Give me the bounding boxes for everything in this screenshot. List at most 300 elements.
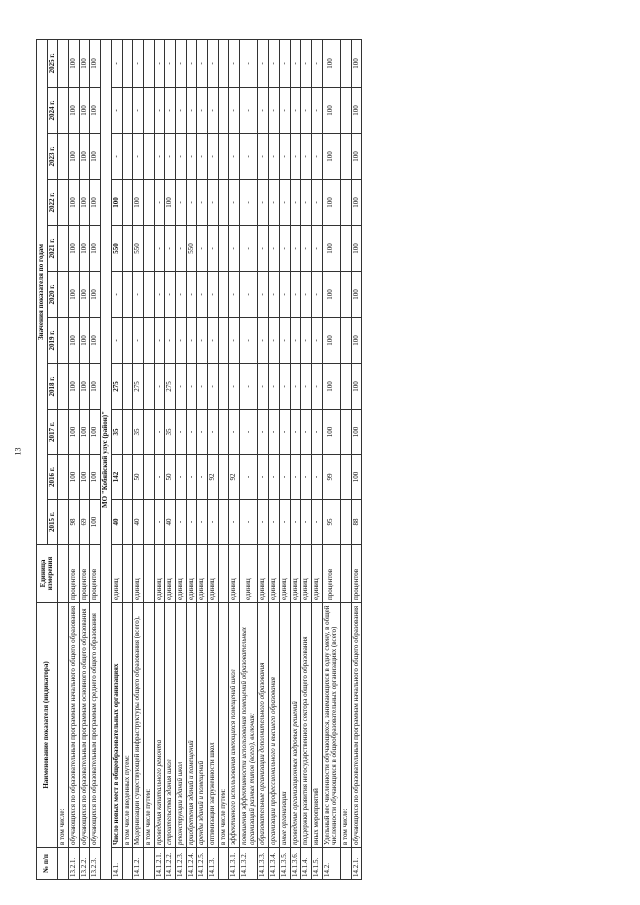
row-value: 100: [90, 88, 101, 134]
row-value: -: [311, 318, 322, 364]
row-value: -: [301, 364, 312, 410]
row-value: [58, 364, 69, 410]
row-code: [340, 848, 351, 880]
table-row: [269, 39, 280, 879]
row-code: 14.1.2.5.: [197, 848, 208, 880]
row-value: 100: [69, 134, 80, 180]
row-value: [218, 134, 229, 180]
row-name: поддержки развития негосударственного сектора общего образования: [301, 603, 312, 848]
row-value: -: [208, 410, 219, 455]
row-name: в том числе путем:: [218, 603, 229, 848]
row-value: [143, 364, 154, 410]
header-num: № п/п: [37, 848, 58, 880]
row-value: 550: [133, 226, 144, 272]
row-unit: [122, 545, 133, 603]
header-values: Значения показателя по годам: [37, 39, 48, 544]
row-value: -: [279, 455, 290, 500]
row-value: [143, 226, 154, 272]
table-row: [197, 39, 208, 879]
row-value: 100: [322, 272, 340, 318]
row-value: -: [301, 500, 312, 545]
header-year: 2017 г.: [47, 410, 58, 455]
row-value: -: [197, 318, 208, 364]
table-row: [69, 39, 80, 879]
row-value: -: [290, 272, 301, 318]
row-value: -: [197, 134, 208, 180]
row-value: 40: [111, 500, 122, 545]
row-value: [58, 88, 69, 134]
row-value: 100: [351, 410, 362, 455]
row-value: -: [186, 318, 197, 364]
row-value: -: [208, 500, 219, 545]
row-value: -: [301, 88, 312, 134]
row-value: -: [311, 410, 322, 455]
row-value: -: [279, 88, 290, 134]
row-unit: единиц: [258, 545, 269, 603]
table-row: [165, 39, 176, 879]
row-value: -: [175, 272, 186, 318]
row-value: -: [240, 134, 258, 180]
row-value: -: [111, 39, 122, 87]
row-value: [218, 272, 229, 318]
row-value: [58, 318, 69, 364]
row-value: -: [311, 364, 322, 410]
row-value: -: [240, 410, 258, 455]
row-value: [122, 364, 133, 410]
row-value: -: [301, 180, 312, 226]
row-value: -: [154, 455, 165, 500]
row-value: [218, 410, 229, 455]
row-unit: единиц: [154, 545, 165, 603]
row-value: -: [154, 364, 165, 410]
row-value: 100: [351, 226, 362, 272]
row-value: 100: [79, 88, 90, 134]
row-unit: процентов: [69, 545, 80, 603]
row-value: -: [269, 134, 280, 180]
row-value: -: [175, 455, 186, 500]
row-value: -: [165, 134, 176, 180]
row-value: -: [229, 226, 240, 272]
header-year: 2018 г.: [47, 364, 58, 410]
row-value: [122, 39, 133, 87]
row-value: -: [258, 318, 269, 364]
row-value: -: [208, 180, 219, 226]
page-number: 13: [13, 447, 23, 456]
row-value: 100: [90, 318, 101, 364]
row-value: -: [154, 180, 165, 226]
row-value: 100: [322, 88, 340, 134]
row-name: Число новых мест в общеобразовательных организациях: [111, 603, 122, 848]
row-value: 100: [351, 88, 362, 134]
row-code: 14.1.3.6.: [290, 848, 301, 880]
row-value: -: [186, 455, 197, 500]
row-value: -: [290, 226, 301, 272]
row-value: -: [229, 134, 240, 180]
row-value: -: [197, 39, 208, 87]
section-title: МО "Кобяйский улус (район)": [101, 39, 112, 879]
row-value: -: [258, 226, 269, 272]
row-code: 14.1.3.4.: [269, 848, 280, 880]
row-value: -: [175, 134, 186, 180]
row-value: -: [165, 39, 176, 87]
row-value: -: [133, 272, 144, 318]
row-unit: единиц: [279, 545, 290, 603]
row-code: 14.1.3.5.: [279, 848, 290, 880]
row-name: приобретения зданий и помещений: [186, 603, 197, 848]
row-value: -: [175, 364, 186, 410]
row-unit: единиц: [290, 545, 301, 603]
row-value: [58, 455, 69, 500]
row-value: [143, 39, 154, 87]
row-value: -: [197, 364, 208, 410]
row-code: 13.2.2.: [79, 848, 90, 880]
row-value: 100: [90, 134, 101, 180]
row-value: 100: [165, 180, 176, 226]
table-row: [258, 39, 269, 879]
row-value: [58, 410, 69, 455]
row-value: [143, 134, 154, 180]
row-value: 100: [69, 88, 80, 134]
row-code: 14.1.2.1.: [154, 848, 165, 880]
row-value: -: [311, 180, 322, 226]
row-value: 50: [165, 455, 176, 500]
row-value: -: [197, 272, 208, 318]
row-value: -: [258, 88, 269, 134]
row-unit: единиц: [175, 545, 186, 603]
header-year: 2023 г.: [47, 134, 58, 180]
row-value: [340, 134, 351, 180]
row-value: -: [311, 88, 322, 134]
table-row: [111, 39, 122, 879]
row-value: [340, 180, 351, 226]
row-name: в том числе путем:: [143, 603, 154, 848]
row-value: -: [197, 180, 208, 226]
header-year: 2020 г.: [47, 272, 58, 318]
row-value: 100: [351, 318, 362, 364]
row-code: 13.2.1.: [69, 848, 80, 880]
row-code: 14.1.: [111, 848, 122, 880]
table-row: [290, 39, 301, 879]
row-value: -: [290, 39, 301, 87]
row-name: повышения эффективности использования помещений образовательных организаций разных типов (всего), включая:: [240, 603, 258, 848]
row-value: -: [208, 88, 219, 134]
row-unit: единиц: [301, 545, 312, 603]
row-value: -: [186, 364, 197, 410]
row-value: -: [258, 180, 269, 226]
row-value: -: [229, 180, 240, 226]
row-value: 92: [229, 455, 240, 500]
row-value: -: [165, 272, 176, 318]
row-value: [340, 39, 351, 87]
row-value: 100: [351, 134, 362, 180]
row-value: -: [258, 364, 269, 410]
row-value: -: [311, 455, 322, 500]
row-value: -: [301, 272, 312, 318]
row-name: в том числе введенных путем:: [122, 603, 133, 848]
row-value: 100: [322, 180, 340, 226]
row-value: -: [133, 134, 144, 180]
row-code: [122, 848, 133, 880]
row-value: -: [111, 134, 122, 180]
row-value: [122, 500, 133, 545]
row-name: Удельный вес численности обучающихся, занимающихся в одну смену, в общей численности обучающихся в общеобразовательных организациях (всего): [322, 603, 340, 848]
row-value: -: [229, 364, 240, 410]
row-unit: единиц: [165, 545, 176, 603]
row-value: 100: [322, 410, 340, 455]
row-value: -: [240, 318, 258, 364]
row-value: -: [240, 226, 258, 272]
row-value: -: [229, 39, 240, 87]
row-value: -: [154, 88, 165, 134]
row-value: 100: [322, 318, 340, 364]
row-value: 35: [165, 410, 176, 455]
row-name: в том числе:: [58, 603, 69, 848]
row-value: -: [229, 500, 240, 545]
row-value: 100: [111, 180, 122, 226]
row-value: -: [311, 39, 322, 87]
row-value: [340, 364, 351, 410]
row-value: -: [154, 39, 165, 87]
row-value: -: [258, 500, 269, 545]
row-value: 40: [133, 500, 144, 545]
row-value: [143, 272, 154, 318]
row-value: 100: [69, 39, 80, 87]
row-value: -: [133, 39, 144, 87]
row-value: 100: [322, 39, 340, 87]
row-name: оптимизации загруженности школ: [208, 603, 219, 848]
row-value: -: [208, 226, 219, 272]
row-code: 14.1.3.3.: [258, 848, 269, 880]
row-value: [143, 500, 154, 545]
row-unit: единиц: [240, 545, 258, 603]
table-row: [340, 39, 351, 879]
row-value: -: [290, 500, 301, 545]
row-value: 100: [351, 364, 362, 410]
row-value: -: [311, 226, 322, 272]
row-value: -: [258, 410, 269, 455]
table-row: [301, 39, 312, 879]
header-year: 2016 г.: [47, 455, 58, 500]
row-code: 14.1.4.: [301, 848, 312, 880]
row-value: [122, 318, 133, 364]
row-value: -: [290, 318, 301, 364]
row-value: -: [197, 500, 208, 545]
row-value: -: [279, 410, 290, 455]
row-name: проведение организационных кадровых решений: [290, 603, 301, 848]
row-value: -: [133, 318, 144, 364]
row-unit: процентов: [322, 545, 340, 603]
table-row: [218, 39, 229, 879]
row-value: -: [186, 410, 197, 455]
row-value: -: [269, 455, 280, 500]
row-value: -: [154, 410, 165, 455]
row-value: [143, 88, 154, 134]
row-value: [218, 500, 229, 545]
row-value: -: [154, 318, 165, 364]
row-value: -: [269, 500, 280, 545]
row-value: -: [197, 455, 208, 500]
row-value: -: [165, 226, 176, 272]
row-value: -: [208, 272, 219, 318]
row-code: 14.1.2.: [133, 848, 144, 880]
row-value: -: [240, 500, 258, 545]
row-value: -: [175, 500, 186, 545]
row-unit: единиц: [133, 545, 144, 603]
row-value: -: [133, 88, 144, 134]
row-code: 14.2.1.: [351, 848, 362, 880]
row-value: -: [269, 180, 280, 226]
row-value: [340, 226, 351, 272]
row-value: -: [290, 455, 301, 500]
row-value: [218, 88, 229, 134]
table-row: [279, 39, 290, 879]
row-value: 100: [90, 364, 101, 410]
row-value: [340, 500, 351, 545]
row-value: -: [301, 134, 312, 180]
row-value: -: [269, 364, 280, 410]
row-value: -: [311, 500, 322, 545]
row-value: 100: [90, 272, 101, 318]
row-value: -: [290, 410, 301, 455]
row-value: 100: [69, 180, 80, 226]
row-value: -: [311, 134, 322, 180]
row-unit: единиц: [208, 545, 219, 603]
table-row: [311, 39, 322, 879]
header-row: [37, 39, 48, 879]
row-value: -: [240, 455, 258, 500]
row-value: 100: [322, 226, 340, 272]
row-name: иных мероприятий: [311, 603, 322, 848]
row-value: -: [175, 180, 186, 226]
row-value: 100: [69, 318, 80, 364]
row-value: -: [175, 318, 186, 364]
row-value: -: [111, 318, 122, 364]
row-value: 100: [79, 226, 90, 272]
row-value: 88: [351, 500, 362, 545]
row-value: -: [111, 272, 122, 318]
row-value: 69: [79, 500, 90, 545]
row-value: -: [301, 410, 312, 455]
header-year: 2015 г.: [47, 500, 58, 545]
row-value: [58, 39, 69, 87]
row-value: 100: [90, 180, 101, 226]
row-value: [218, 180, 229, 226]
row-value: -: [165, 88, 176, 134]
row-code: 14.1.3.: [208, 848, 219, 880]
row-value: -: [258, 272, 269, 318]
row-value: 275: [133, 364, 144, 410]
row-unit: единиц: [197, 545, 208, 603]
row-name: в том числе:: [340, 603, 351, 848]
row-unit: процентов: [90, 545, 101, 603]
row-value: [218, 364, 229, 410]
row-value: -: [269, 318, 280, 364]
row-code: [218, 848, 229, 880]
row-unit: единиц: [186, 545, 197, 603]
row-value: [218, 318, 229, 364]
header-year: 2019 г.: [47, 318, 58, 364]
row-unit: единиц: [269, 545, 280, 603]
header-name: Наименование показателя (индикатора): [37, 603, 58, 848]
table-row: [208, 39, 219, 879]
row-unit: [143, 545, 154, 603]
row-value: 50: [133, 455, 144, 500]
row-value: -: [229, 318, 240, 364]
table-row: [58, 39, 69, 879]
row-code: 13.2.3.: [90, 848, 101, 880]
row-value: -: [229, 88, 240, 134]
row-value: -: [186, 500, 197, 545]
row-value: [340, 272, 351, 318]
row-value: 142: [111, 455, 122, 500]
row-value: -: [311, 272, 322, 318]
row-value: [340, 410, 351, 455]
row-value: 275: [111, 364, 122, 410]
row-value: -: [279, 180, 290, 226]
row-name: организации профессионального и высшего образования: [269, 603, 280, 848]
row-value: -: [175, 226, 186, 272]
row-value: -: [197, 226, 208, 272]
row-value: 100: [69, 272, 80, 318]
row-value: -: [186, 88, 197, 134]
row-value: 100: [322, 134, 340, 180]
row-value: -: [186, 180, 197, 226]
row-value: 100: [79, 410, 90, 455]
row-value: -: [154, 272, 165, 318]
row-code: [143, 848, 154, 880]
row-unit: процентов: [79, 545, 90, 603]
row-value: -: [269, 410, 280, 455]
row-name: иные организации: [279, 603, 290, 848]
row-name: обучающихся по образовательным программам начального общего образования: [351, 603, 362, 848]
row-name: строительства здания школ: [165, 603, 176, 848]
section-row: [101, 39, 112, 879]
row-value: 100: [351, 180, 362, 226]
row-value: -: [154, 500, 165, 545]
row-value: -: [175, 39, 186, 87]
row-value: -: [208, 364, 219, 410]
row-unit: единиц: [311, 545, 322, 603]
row-unit: [58, 545, 69, 603]
row-value: -: [269, 226, 280, 272]
header-year: 2021 г.: [47, 226, 58, 272]
table-row: [322, 39, 340, 879]
row-code: 14.1.2.4.: [186, 848, 197, 880]
row-value: 100: [79, 272, 90, 318]
row-value: -: [301, 39, 312, 87]
table-row: [79, 39, 90, 879]
row-value: -: [290, 88, 301, 134]
row-value: [122, 410, 133, 455]
row-value: -: [186, 134, 197, 180]
row-value: 100: [351, 39, 362, 87]
row-value: -: [186, 272, 197, 318]
row-name: обучающихся по образовательным программам начального общего образования: [69, 603, 80, 848]
row-name: обучающихся по образовательным программам основного общего образования: [79, 603, 90, 848]
row-value: -: [290, 364, 301, 410]
row-code: 14.1.2.2.: [165, 848, 176, 880]
row-value: 100: [351, 272, 362, 318]
row-value: -: [279, 318, 290, 364]
row-value: [218, 455, 229, 500]
row-code: 14.1.5.: [311, 848, 322, 880]
row-name: реконструкции зданий школ: [175, 603, 186, 848]
row-value: -: [197, 88, 208, 134]
row-name: аренды зданий и помещений: [197, 603, 208, 848]
row-value: [122, 88, 133, 134]
row-value: -: [258, 455, 269, 500]
row-value: -: [240, 272, 258, 318]
